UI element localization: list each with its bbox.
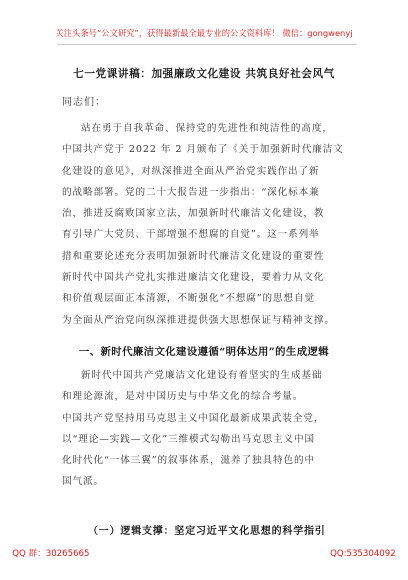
paragraph-section1 [62,365,352,493]
paragraph-line: 新时代中国共产党廉洁文化建设有着坚实的生成基础 [81,370,323,381]
paragraph-line: 治，推进反腐败国家立法，加强新时代廉洁文化建设，教 [62,208,325,220]
paragraph-line: 国气派。 [62,476,104,488]
paragraph-line: 为全面从严治党向纵深推进提供强大思想保证与精神支撑。 [62,314,335,326]
qq-number: QQ:535304092 [330,549,396,559]
paragraph-line: 措和重要论述充分表明加强新时代廉洁文化建设的重要性 [62,250,325,262]
footer-contact [0,547,408,559]
header-divider [57,44,357,45]
paragraph-line: 化时代化“一体三翼”的叙事体系，滋养了独具特色的中 [62,455,315,467]
paragraph-intro [62,118,352,331]
subsection-heading: （一）逻辑支撑：坚定习近平文化思想的科学指引 [88,526,326,537]
paragraph-line: 化建设的意见》，对纵深推进全面从严治党实践作出了新 [62,165,320,177]
document-title: 七一党课讲稿：加强廉政文化建设 共筑良好社会风气 [73,68,335,80]
header-banner: 关注头条号“公文研究”，获得最新最全最专业的公文资料库！ 微信：gongwenyj [55,28,353,38]
paragraph-line: 和价值观层面正本清源，不断强化“不想腐”的思想自觉 [62,293,315,305]
paragraph-line: 和理论源流，是对中国历史与中华文化的综合考量。 [62,391,304,403]
salutation: 同志们： [62,97,106,108]
qq-group-number: QQ 群：30265665 [12,549,90,559]
paragraph-line: 中国共产党坚持用马克思主义中国化最新成果武装全党， [62,412,325,424]
paragraph-line: 中国共产党于 2022 年 2 月颁布了《关于加强新时代廉洁文 [62,144,344,156]
paragraph-line: 以“理论—实践—文化”三维模式勾勒出马克思主义中国 [62,433,315,445]
paragraph-line: 的战略部署。党的二十大报告进一步指出：“深化标本兼 [62,186,320,198]
paragraph-line: 育引导广大党员、干部增强不想腐的自觉”。这一系列举 [62,229,320,241]
paragraph-line: 站在勇于自我革命、保持党的先进性和纯洁性的高度， [81,123,333,134]
paragraph-line: 新时代中国共产党扎实推进廉洁文化建设，要着力从文化 [62,272,325,284]
section-heading: 一、新时代廉洁文化建设遵循“明体达用”的生成逻辑 [78,346,330,358]
